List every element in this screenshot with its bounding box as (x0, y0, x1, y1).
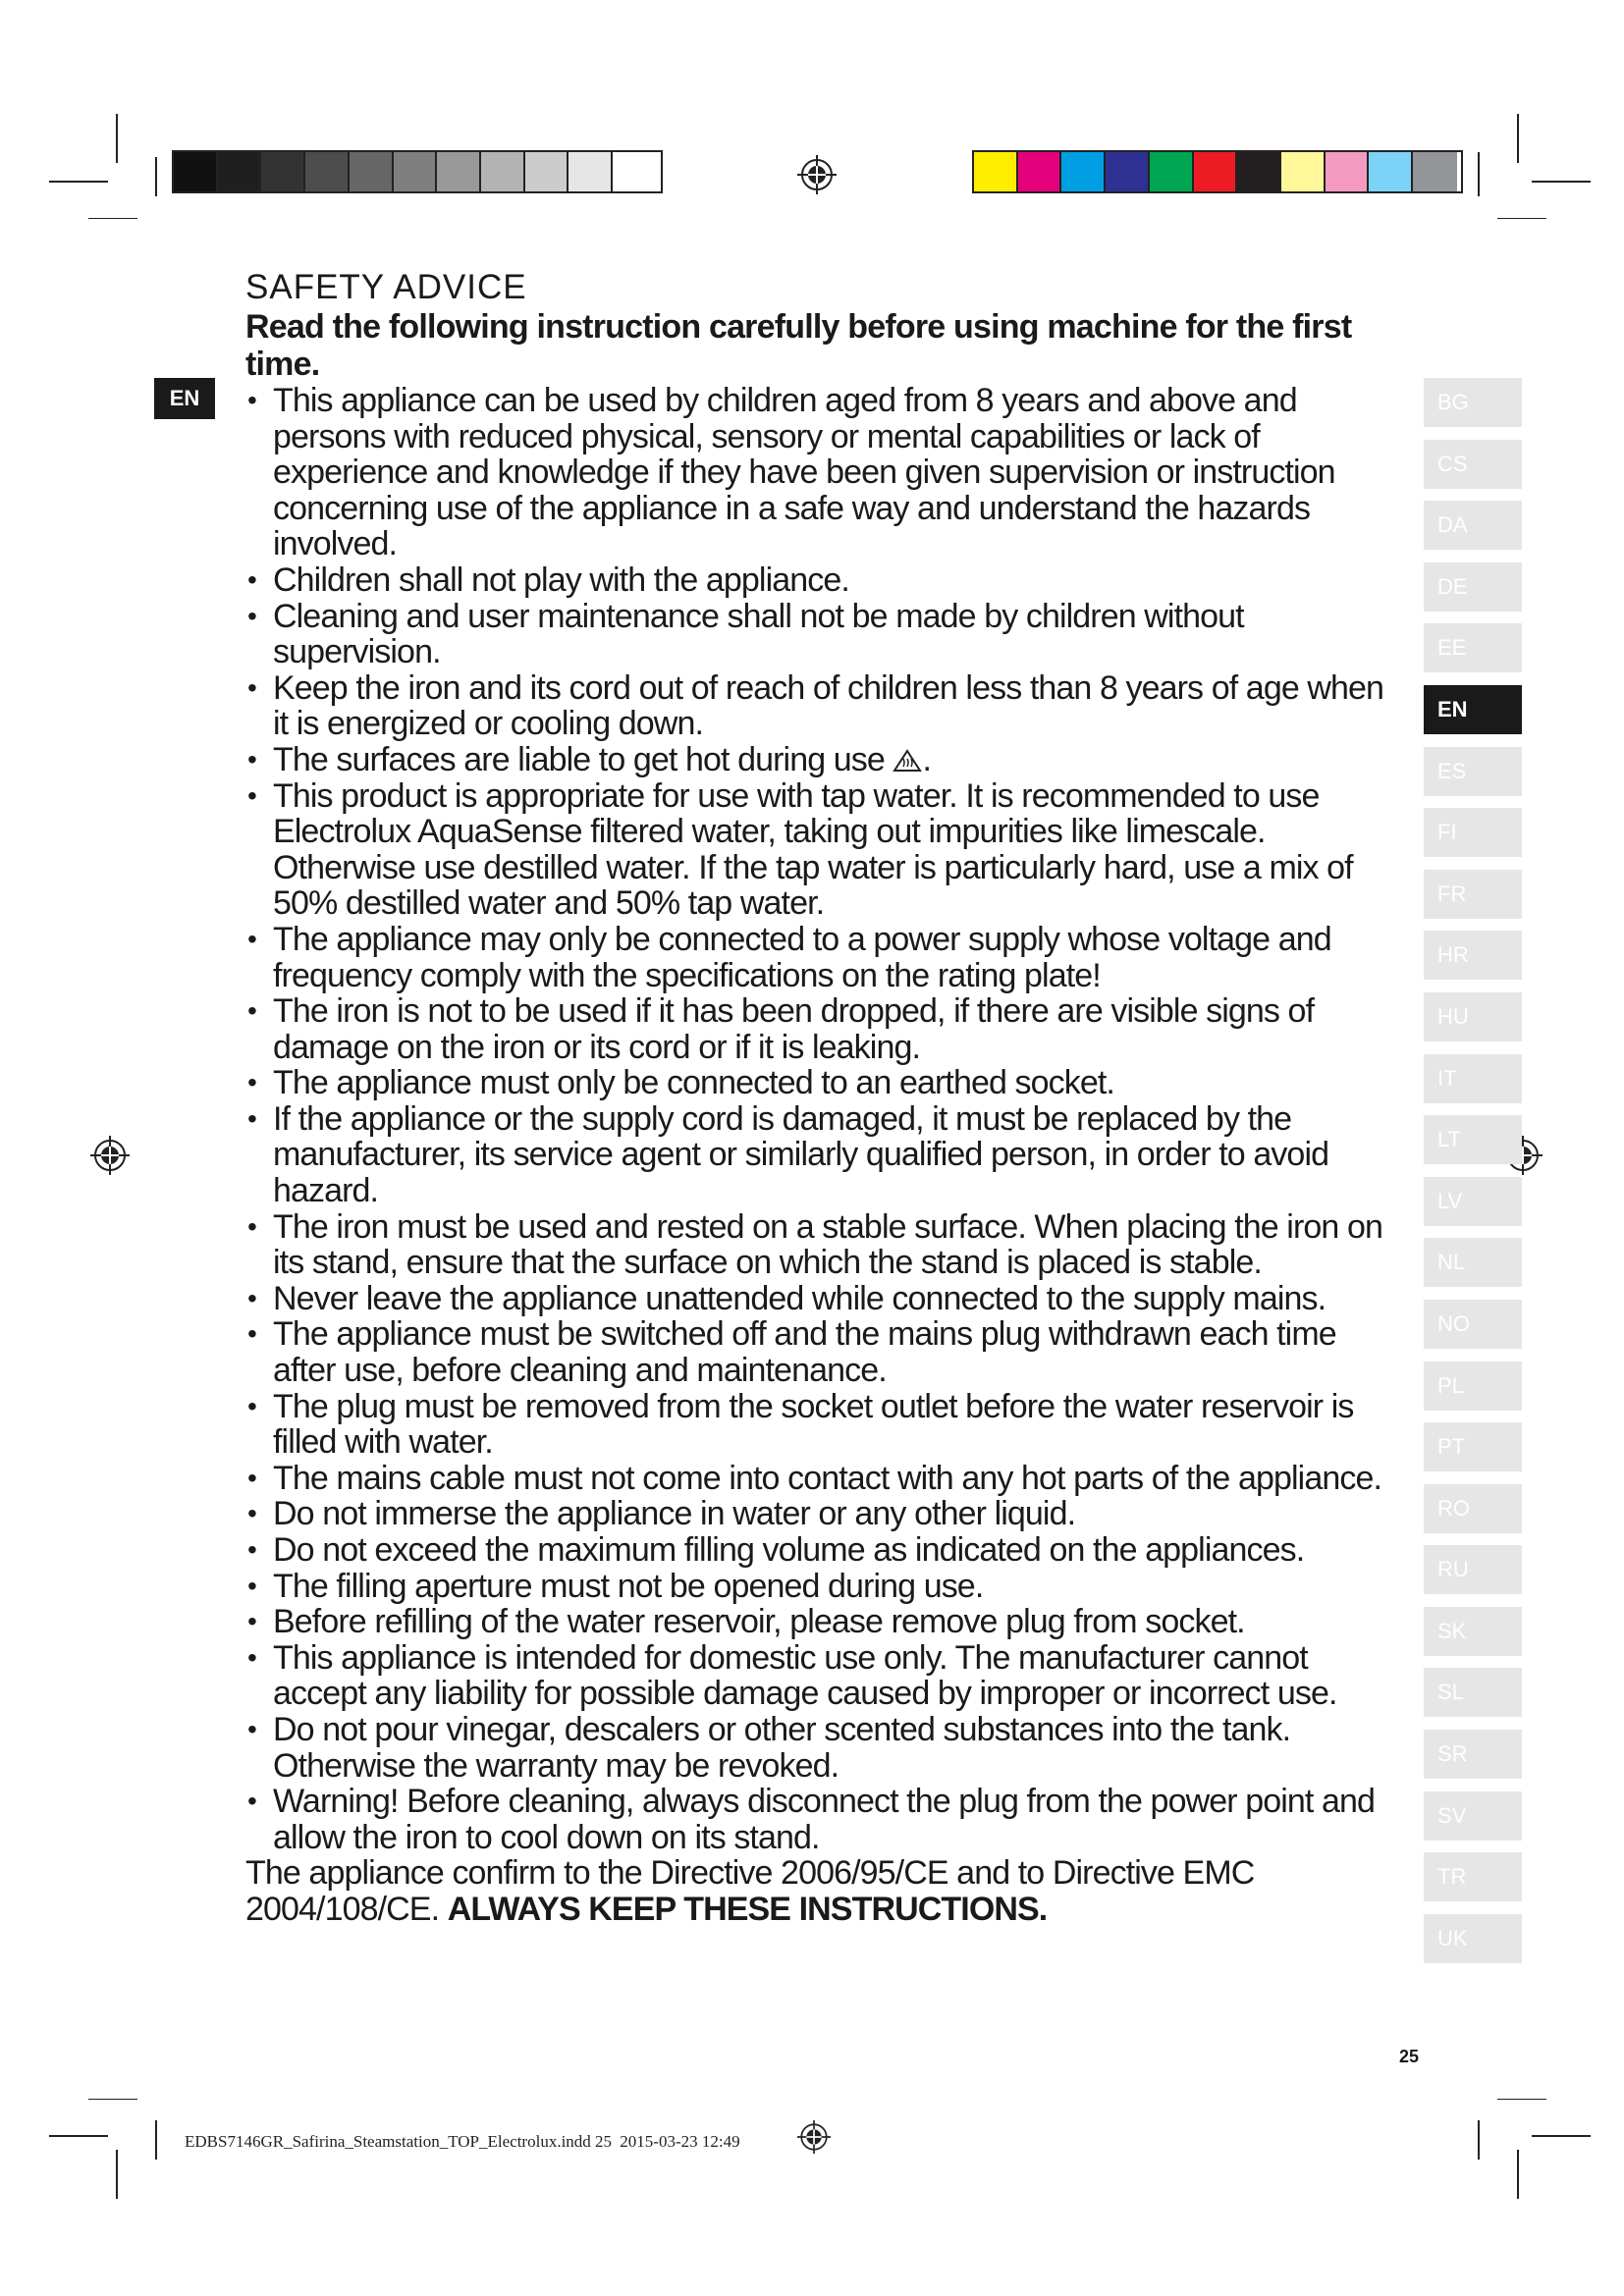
color-swatch (1150, 152, 1194, 191)
safety-item (245, 1281, 1394, 1317)
safety-item (245, 1712, 1394, 1784)
color-swatch (394, 152, 438, 191)
registration-target-icon (90, 1136, 130, 1175)
safety-item-text: Children shall not play with the appliance. (273, 561, 849, 599)
language-tab-sr: SR (1424, 1730, 1522, 1779)
color-swatch (1369, 152, 1413, 191)
color-bar (972, 150, 1463, 193)
language-tab-uk: UK (1424, 1914, 1522, 1963)
color-swatch (1194, 152, 1238, 191)
color-swatch (218, 152, 262, 191)
color-swatch (1281, 152, 1326, 191)
safety-item-text: Before refilling of the water reservoir, please remove plug from socket. (273, 1603, 1245, 1641)
color-swatch (613, 152, 657, 191)
active-language-badge: EN (154, 378, 215, 419)
color-swatch (261, 152, 305, 191)
language-tab-lv: LV (1424, 1177, 1522, 1226)
safety-item (245, 1101, 1394, 1209)
safety-item-text: The surfaces are liable to get hot during use (273, 740, 885, 778)
file-info: EDBS7146GR_Safirina_Steamstation_TOP_Electrolux.indd 25 (185, 2132, 613, 2151)
date-info: 2015-03-23 12:49 (620, 2132, 740, 2151)
safety-item (245, 1496, 1394, 1532)
language-tab-bg: BG (1424, 378, 1522, 427)
safety-item (245, 1640, 1394, 1712)
safety-item-text: This appliance is intended for domestic use only. The manufacturer cannot accept any liability for possible damage caused by improper or incorrect use. (273, 1638, 1337, 1713)
language-tab-es: ES (1424, 747, 1522, 796)
color-swatch (1018, 152, 1062, 191)
safety-advice-section (245, 267, 1394, 1928)
safety-item-text: Never leave the appliance unattended while connected to the supply mains. (273, 1279, 1326, 1317)
safety-item-text: Cleaning and user maintenance shall not be made by children without supervision. (273, 597, 1244, 671)
closing-statement (245, 1855, 1394, 1927)
safety-item (245, 1784, 1394, 1855)
language-tab-da: DA (1424, 501, 1522, 550)
color-swatch (1326, 152, 1370, 191)
language-tab-ru: RU (1424, 1545, 1522, 1594)
safety-item-text: Do not pour vinegar, descalers or other scented substances into the tank. Otherwise the warranty may be revoked. (273, 1710, 1291, 1785)
language-tab-sv: SV (1424, 1791, 1522, 1841)
color-swatch (1237, 152, 1281, 191)
language-tab-sk: SK (1424, 1607, 1522, 1656)
language-tab-pl: PL (1424, 1362, 1522, 1411)
safety-item (245, 670, 1394, 742)
safety-item (245, 1604, 1394, 1640)
safety-item (245, 1065, 1394, 1101)
safety-item-text: Do not immerse the appliance in water or any other liquid. (273, 1495, 1076, 1533)
color-swatch (437, 152, 481, 191)
language-tab-nl: NL (1424, 1238, 1522, 1287)
safety-item-text: The iron must be used and rested on a stable surface. When placing the iron on its stand, ensure that the surface on which the stand is placed is stable. (273, 1207, 1382, 1282)
safety-item-text: The iron is not to be used if it has been dropped, if there are visible signs of damage on the iron or its cord or if it is leaking. (273, 992, 1315, 1066)
safety-item (245, 562, 1394, 599)
safety-item (245, 1389, 1394, 1461)
safety-item-text: The appliance must only be connected to an earthed socket. (273, 1064, 1114, 1102)
language-tab-en: EN (1424, 685, 1522, 734)
closing-text: The appliance confirm to the Directive 2006/95/CE and to Directive EMC 2004/108/CE. (245, 1854, 1255, 1928)
safety-item (245, 599, 1394, 670)
color-swatch (568, 152, 613, 191)
language-tab-cs: CS (1424, 440, 1522, 489)
color-swatch (305, 152, 350, 191)
closing-bold: ALWAYS KEEP THESE INSTRUCTIONS. (447, 1890, 1048, 1928)
language-tab-hr: HR (1424, 931, 1522, 980)
safety-item-text: This product is appropriate for use with tap water. It is recommended to use Electrolux AquaSense filtered water, taking out impurities like limescale. Otherwise use destilled water. If the tap water is particularly hard, use a mix of 50% destilled water and 50% tap water. (273, 776, 1353, 923)
color-swatch (1061, 152, 1106, 191)
language-tab-de: DE (1424, 562, 1522, 612)
safety-item (245, 383, 1394, 562)
language-tabs (1424, 378, 1524, 1975)
safety-item (245, 922, 1394, 993)
safety-item-text: The filling aperture must not be opened during use. (273, 1567, 984, 1605)
safety-item-text: The plug must be removed from the socket outlet before the water reservoir is filled with water. (273, 1387, 1354, 1462)
section-title: SAFETY ADVICE (245, 268, 527, 306)
color-swatch (174, 152, 218, 191)
page-number: 25 (1399, 2047, 1420, 2066)
language-tab-ee: EE (1424, 623, 1522, 672)
safety-item-text: This appliance can be used by children aged from 8 years and above and persons with reduced physical, sensory or mental capabilities or lack of experience and knowledge if they have been given supervision or instruction concerning use of the appliance in a safe way and understand the hazards involved. (273, 382, 1335, 563)
safety-item-text: Warning! Before cleaning, always disconnect the plug from the power point and allow the iron to cool down on its stand. (273, 1783, 1376, 1856)
language-tab-no: NO (1424, 1300, 1522, 1349)
safety-item (245, 1532, 1394, 1569)
safety-items-list (245, 383, 1394, 1855)
safety-item (245, 993, 1394, 1065)
color-swatch (481, 152, 525, 191)
safety-item-text: Do not exceed the maximum filling volume as indicated on the appliances. (273, 1531, 1305, 1569)
registration-target-icon (797, 155, 837, 194)
language-tab-pt: PT (1424, 1422, 1522, 1471)
grayscale-bar (172, 150, 663, 193)
language-tab-fr: FR (1424, 870, 1522, 919)
safety-item (245, 1316, 1394, 1388)
color-swatch (974, 152, 1018, 191)
color-swatch (525, 152, 569, 191)
safety-item-text: Keep the iron and its cord out of reach of children less than 8 years of age when it is energized or cooling down. (273, 668, 1384, 743)
safety-item (245, 1569, 1394, 1605)
language-tab-ro: RO (1424, 1484, 1522, 1533)
safety-item (245, 1209, 1394, 1281)
language-tab-tr: TR (1424, 1852, 1522, 1901)
safety-item (245, 742, 1394, 778)
safety-item-text: The appliance may only be connected to a power supply whose voltage and frequency comply with the specifications on the rating plate! (273, 920, 1331, 994)
hot-surface-warning-icon (893, 749, 922, 773)
color-swatch (1413, 152, 1457, 191)
language-tab-it: IT (1424, 1054, 1522, 1103)
footer-file-info (185, 2132, 740, 2152)
safety-item-text: The appliance must be switched off and the mains plug withdrawn each time after use, before cleaning and maintenance. (273, 1315, 1336, 1390)
language-tab-sl: SL (1424, 1668, 1522, 1717)
safety-item (245, 1461, 1394, 1497)
color-swatch (350, 152, 394, 191)
color-swatch (1106, 152, 1150, 191)
registration-target-icon (797, 2120, 831, 2154)
subtitle: Read the following instruction carefully before using machine for the first time. (245, 308, 1352, 383)
safety-item-text: The mains cable must not come into contact with any hot parts of the appliance. (273, 1459, 1381, 1497)
language-tab-lt: LT (1424, 1115, 1522, 1164)
language-tab-fi: FI (1424, 808, 1522, 857)
safety-item (245, 778, 1394, 922)
hot-item-suffix: . (922, 740, 931, 778)
safety-item-text: If the appliance or the supply cord is damaged, it must be replaced by the manufacturer, its service agent or similarly qualified person, in order to avoid hazard. (273, 1099, 1329, 1210)
language-tab-hu: HU (1424, 992, 1522, 1041)
